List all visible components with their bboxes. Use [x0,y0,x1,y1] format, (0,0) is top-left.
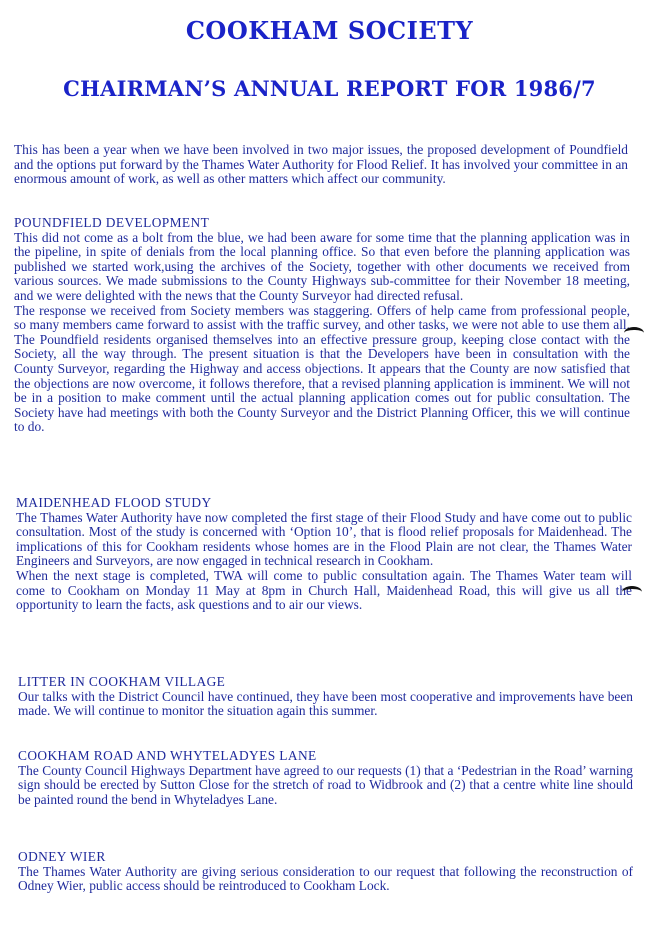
section-flood-study [16,496,632,613]
section-poundfield [14,216,630,466]
section-paragraph: The Thames Water Authority have now completed the first stage of their Flood Study and have come out to public consultation. Most of the study is concerned with ‘Option 10’, that is flood relief proposals for Maidenhead. The implications of this for Cookham residents whose homes are in the Flood Plain are not clear, the Thames Water Engineers and Surveyors, are now engaged in technical research in Cookham. [16,509,632,569]
intro-paragraph: This has been a year when we have been involved in two major issues, the proposed development of Poundfield and the options put forward by the Thames Water Authority for Flood Relief. It has involved your committee in an enormous amount of work, as well as other matters which affect our community. [14,142,628,187]
section-paragraph: Our talks with the District Council have continued, they have been most cooperative and improvements have been made. We will continue to monitor the situation again this summer. [18,688,633,719]
section-paragraph: The response we received from Society members was staggering. Offers of help came from professional people, so many members came forward to assist with the traffic survey, and other tasks, we were not able to use them all. The Poundfield residents organised themselves into an effective pressure group, keeping close contact with the Society, all the way through. The present situation is that the Developers have been in consultation with the County Surveyor, regarding the Highway and access objections. It appears that the County are now satisfied that the objections are now overcome, it follows therefore, that a revised planning application is imminent. We will not be in a position to make comment until the actual planning application comes out for public consultation. The Society have had meetings with both the County Surveyor and the District Planning Officer, this we will continue to do. [14,302,630,435]
section-paragraph: The County Council Highways Department have agreed to our requests (1) that a ‘Pedestrian in the Road’ warning sign should be erected by Sutton Close for the stretch of road to Widbrook and (2) that a centre white line should be painted round the bend in Whyteladyes Lane. [18,762,633,807]
section-heading: LITTER IN COOKHAM VILLAGE [18,674,226,689]
section-litter [18,675,633,719]
society-title: COOKHAM SOCIETY [185,16,474,45]
section-cookham-road [18,749,633,807]
section-paragraph: The Thames Water Authority are giving serious consideration to our request that following the reconstruction of Odney Wier, public access should be reintroduced to Cookham Lock. [18,863,633,894]
section-odney-wier [18,850,633,894]
section-heading: ODNEY WIER [18,849,106,864]
section-heading: POUNDFIELD DEVELOPMENT [14,216,210,230]
section-heading: COOKHAM ROAD AND WHYTELADYES LANE [18,748,317,763]
intro-block [14,143,628,187]
scan-smudge-mark [622,586,642,598]
section-paragraph: This did not come as a bolt from the blue, we had been aware for some time that the planning application was in the pipeline, in spite of denials from the local planning office. So that even before the planning application was published we started work,using the archives of the Society, together with other documents we received from various sources. We made submissions to the County Highways sub-committee for their November 18 meeting, and we were delighted with the news that the County Surveyor had directed refusal. [14,229,630,303]
section-heading: MAIDENHEAD FLOOD STUDY [16,495,212,510]
report-title: CHAIRMAN’S ANNUAL REPORT FOR 1986/7 [63,76,596,101]
section-paragraph: When the next stage is completed, TWA will come to public consultation again. The Thames Water team will come to Cookham on Monday 11 May at 8pm in Church Hall, Maidenhead Road, this will give us all the opportunity to learn the facts, ask questions and to air our views. [16,567,632,613]
scan-smudge-mark [624,327,644,339]
